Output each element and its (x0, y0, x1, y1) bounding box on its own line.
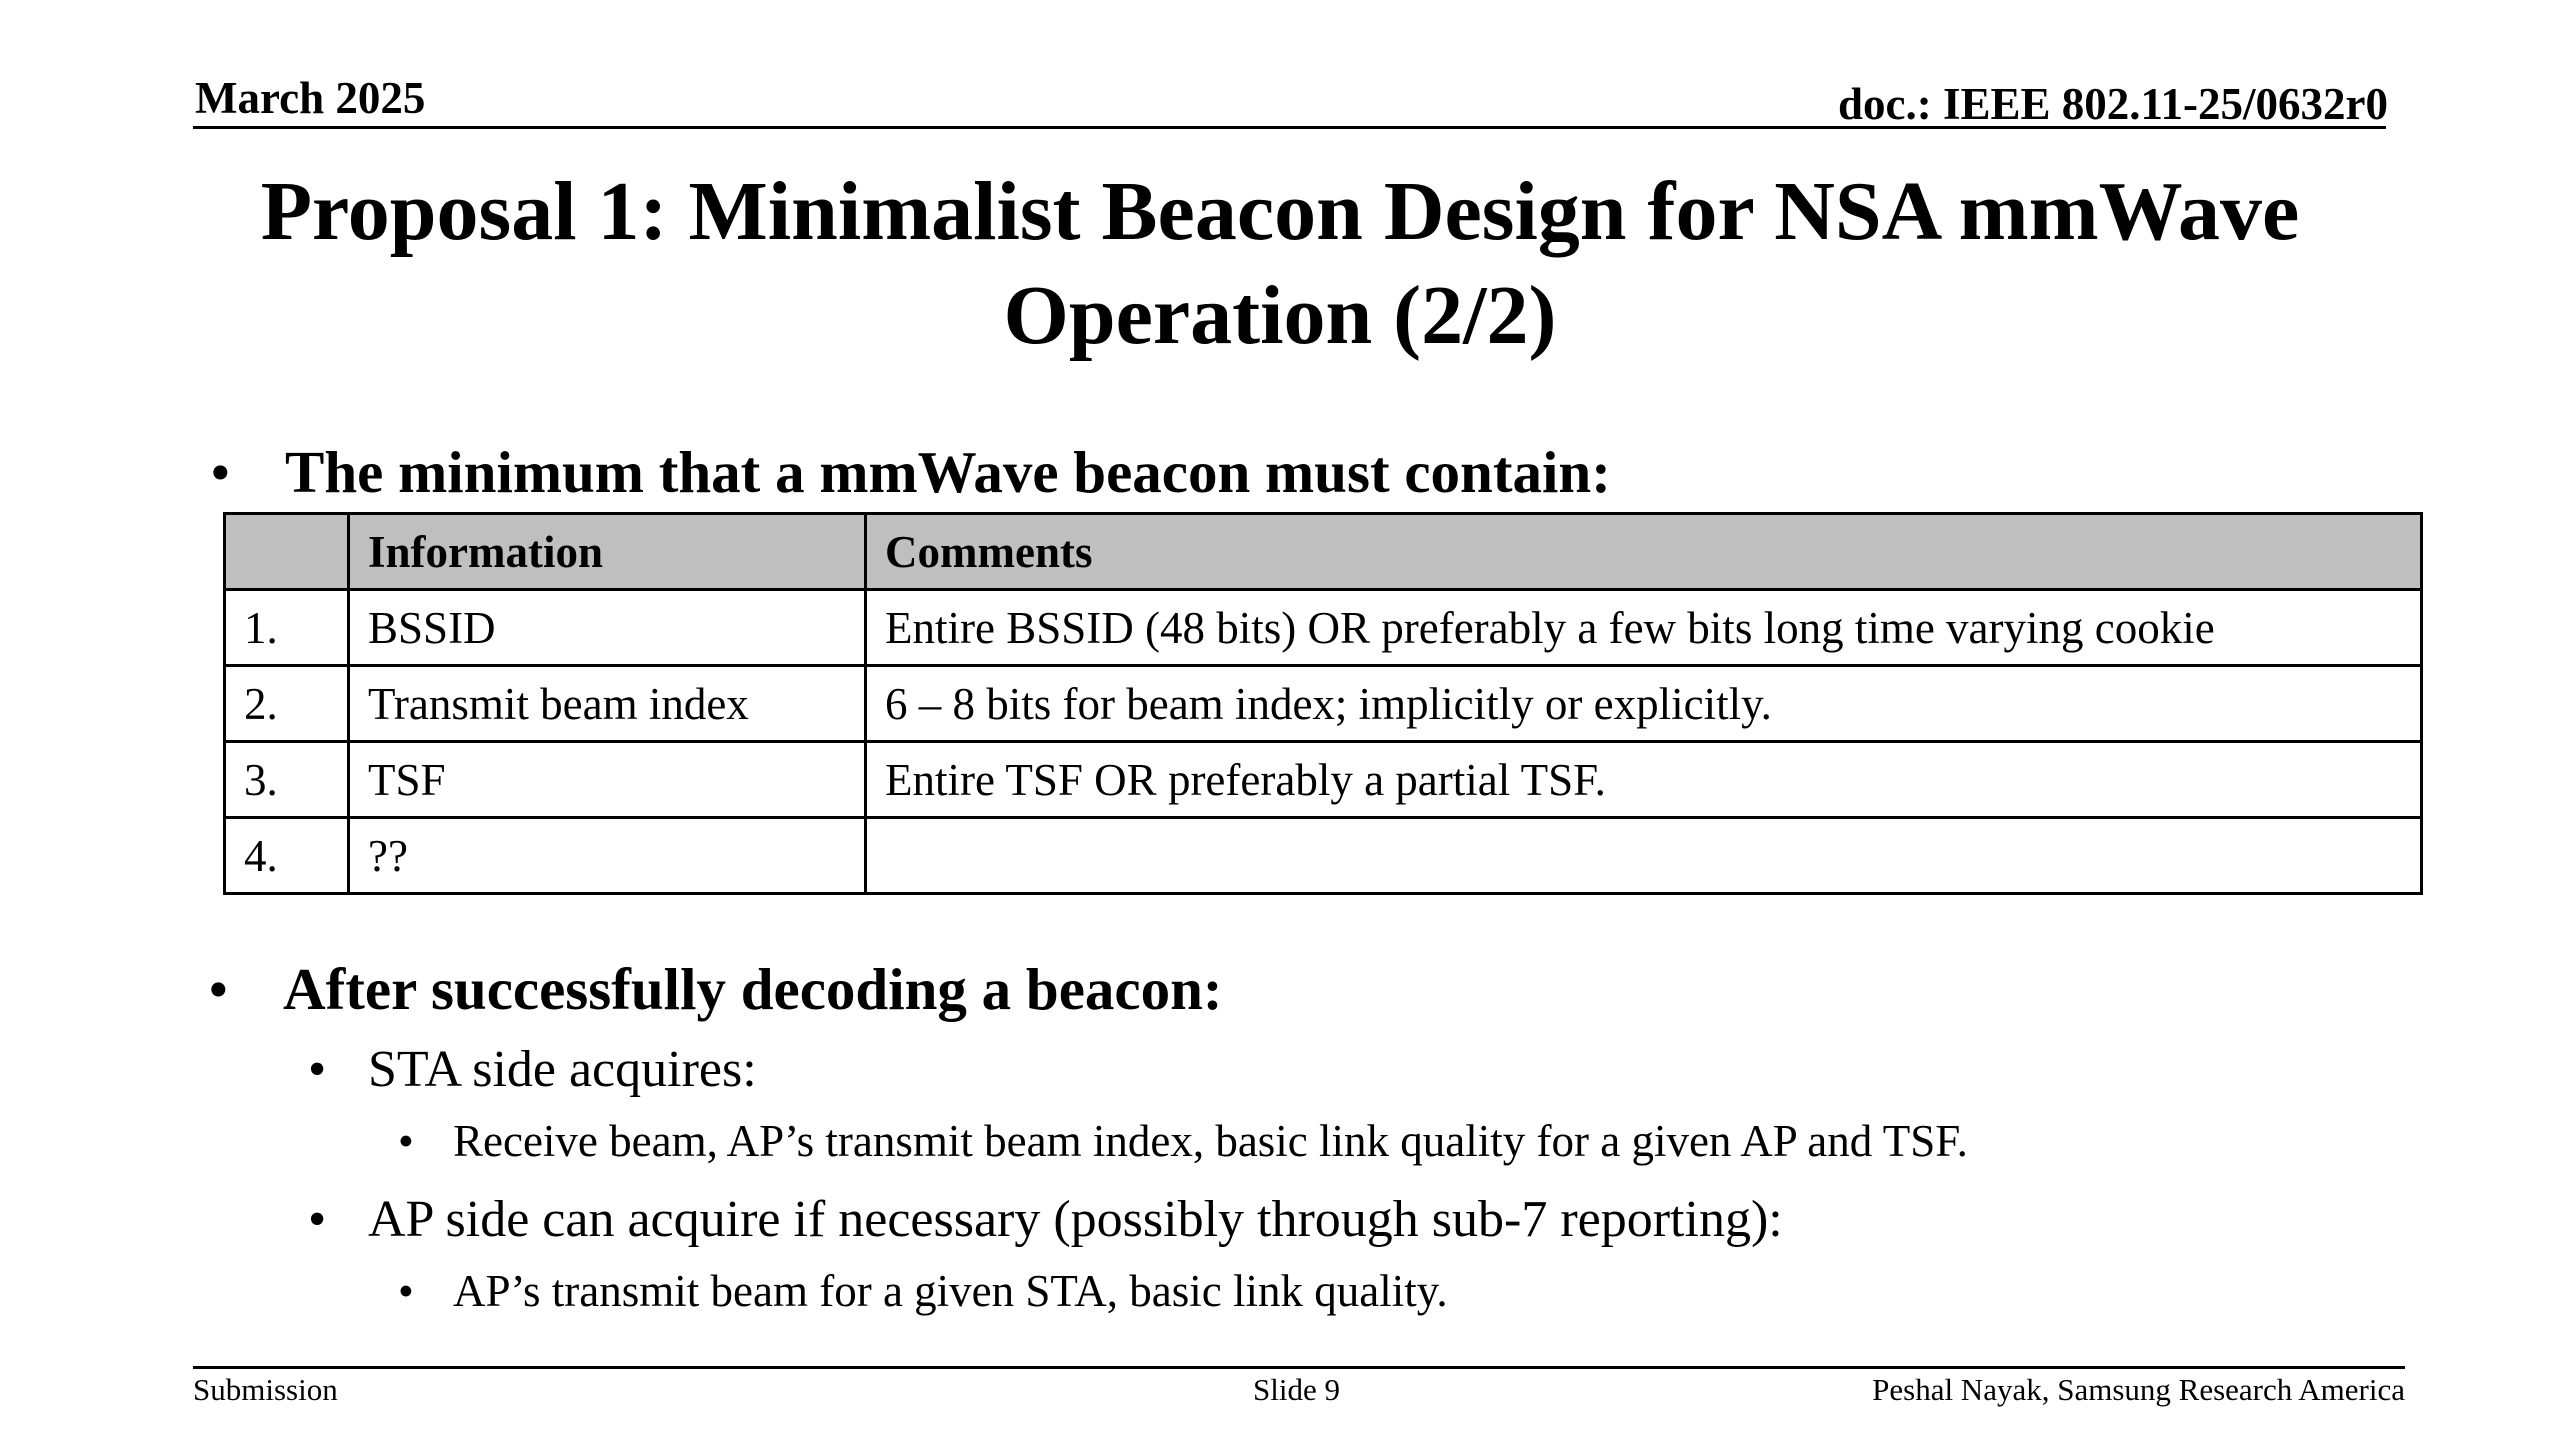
bullet-marker: • (208, 956, 229, 1022)
header-date: March 2025 (195, 73, 426, 123)
header-doc-id: doc.: IEEE 802.11-25/0632r0 (1837, 79, 2388, 129)
beacon-contents-table (223, 512, 2423, 895)
table-cell-comments: Entire TSF OR preferably a partial TSF. (866, 742, 2422, 818)
bullet-text: The minimum that a mmWave beacon must contain: (285, 439, 1611, 505)
footer-author: Peshal Nayak, Samsung Research America (1872, 1372, 2405, 1407)
sub-sub-bullet-ap-acquires (398, 1265, 1448, 1317)
bullet-marker: • (398, 1116, 414, 1166)
sub-bullet-sta-side (308, 1040, 757, 1099)
footer-submission: Submission (193, 1372, 338, 1407)
sub-bullet-text: STA side acquires: (368, 1041, 757, 1098)
table-cell-information: Transmit beam index (349, 666, 866, 742)
table-cell-comments (866, 818, 2422, 894)
bullet-minimum-contents (210, 438, 1611, 507)
slide-title: Proposal 1: Minimalist Beacon Design for NSA mmWave Operation (2/2) (260, 165, 2300, 362)
table-cell-comments: Entire BSSID (48 bits) OR preferably a few bits long time varying cookie (866, 590, 2422, 666)
bullet-text: After successfully decoding a beacon: (283, 956, 1223, 1022)
footer-slide-number: Slide 9 (1253, 1372, 1340, 1407)
table-cell-information: ?? (349, 818, 866, 894)
table-header-comments: Comments (866, 514, 2422, 590)
table-row (225, 742, 2422, 818)
bullet-marker: • (308, 1041, 327, 1098)
table-header-information: Information (349, 514, 866, 590)
bullet-marker: • (308, 1191, 327, 1248)
table-cell-index: 1. (225, 590, 349, 666)
table-row (225, 666, 2422, 742)
table-row (225, 818, 2422, 894)
footer-divider (193, 1366, 2405, 1369)
table-cell-information: TSF (349, 742, 866, 818)
sub-bullet-text: AP side can acquire if necessary (possibly through sub-7 reporting): (368, 1191, 1783, 1248)
sub-bullet-text: AP’s transmit beam for a given STA, basic link quality. (453, 1266, 1448, 1316)
bullet-marker: • (210, 439, 231, 505)
table-cell-index: 2. (225, 666, 349, 742)
table-cell-index: 4. (225, 818, 349, 894)
bullet-marker: • (398, 1266, 414, 1316)
sub-sub-bullet-sta-acquires (398, 1115, 1968, 1167)
header-divider (193, 126, 2386, 129)
table-cell-information: BSSID (349, 590, 866, 666)
table-row (225, 590, 2422, 666)
table-header-index (225, 514, 349, 590)
table-cell-index: 3. (225, 742, 349, 818)
table-cell-comments: 6 – 8 bits for beam index; implicitly or explicitly. (866, 666, 2422, 742)
sub-bullet-text: Receive beam, AP’s transmit beam index, basic link quality for a given AP and TSF. (453, 1116, 1968, 1166)
table-header-row (225, 514, 2422, 590)
bullet-after-decoding (208, 955, 1223, 1024)
sub-bullet-ap-side (308, 1190, 1783, 1249)
